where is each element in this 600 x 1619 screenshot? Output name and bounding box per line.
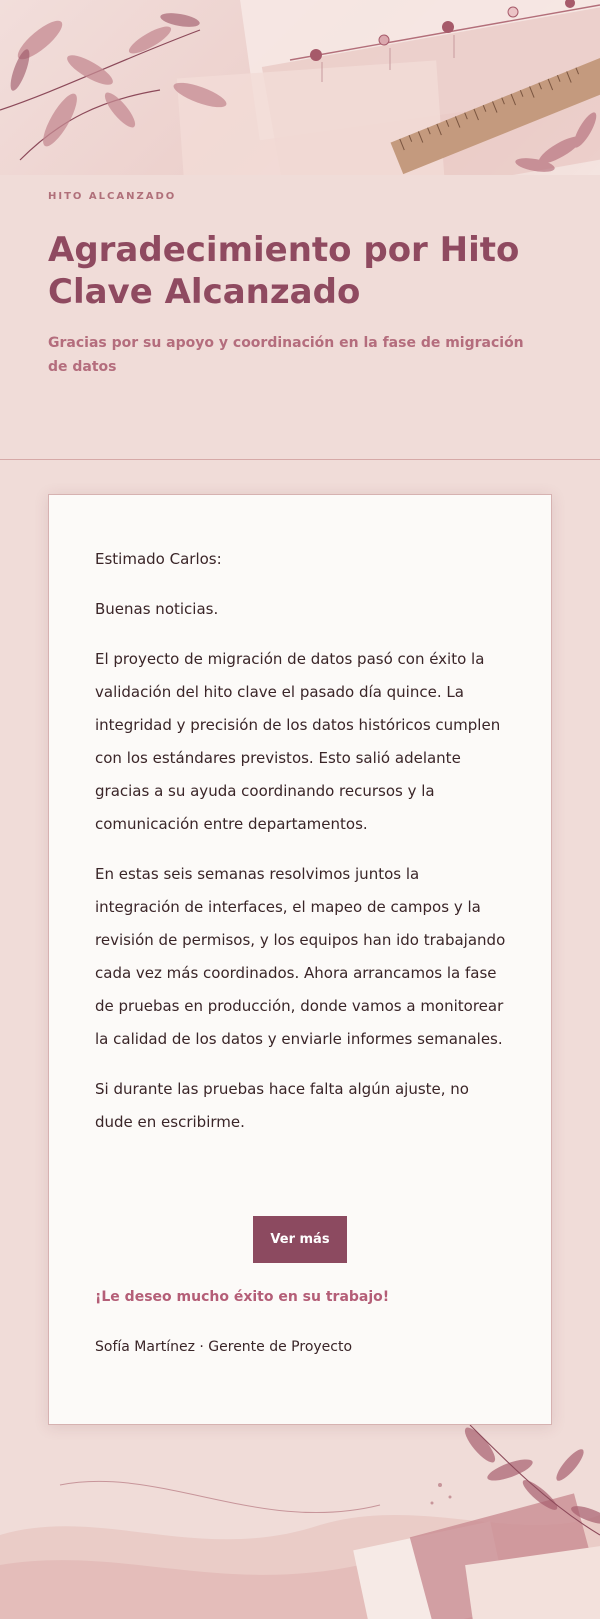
paragraph-2: El proyecto de migración de datos pasó con éxito la validación del hito clave el pasado día quince. La integridad y precisión de los datos históricos cumplen con los estándares previstos. Esto salió adelante gracias a su ayuda coordinando recursos y la comunicación entre departamentos.: [95, 650, 501, 833]
view-more-button[interactable]: Ver más: [253, 1216, 347, 1263]
greeting: Estimado Carlos:: [95, 550, 222, 568]
closing-message: ¡Le deseo mucho éxito en su trabajo!: [95, 1289, 390, 1305]
header: [0, 175, 600, 460]
hero-illustration: [0, 0, 600, 175]
footer-art: [0, 1425, 600, 1619]
eyebrow-label: HITO ALCANZADO: [48, 191, 177, 202]
page-subtitle: Gracias por su apoyo y coordinación en la fase de migración de datos: [48, 335, 524, 375]
footer-illustration: [0, 1425, 600, 1619]
signature: Sofía Martínez · Gerente de Proyecto: [95, 1339, 353, 1355]
letter-body: [95, 543, 507, 1156]
page-title: Agradecimiento por Hito Clave Alcanzado: [48, 230, 520, 312]
paragraph-4: Si durante las pruebas hace falta algún ajuste, no dude en escribirme.: [95, 1080, 469, 1131]
paragraph-3: En estas seis semanas resolvimos juntos la integración de interfaces, el mapeo de campos y la revisión de permisos, y los equipos han ido trabajando cada vez más coordinados. Ahora arrancamos la fase de pruebas en producción, donde vamos a monitorear la calidad de los datos y enviarle informes semanales.: [95, 865, 506, 1048]
paragraph-1: Buenas noticias.: [95, 600, 219, 618]
letter-card: [48, 494, 552, 1425]
hero-art: [0, 0, 600, 175]
